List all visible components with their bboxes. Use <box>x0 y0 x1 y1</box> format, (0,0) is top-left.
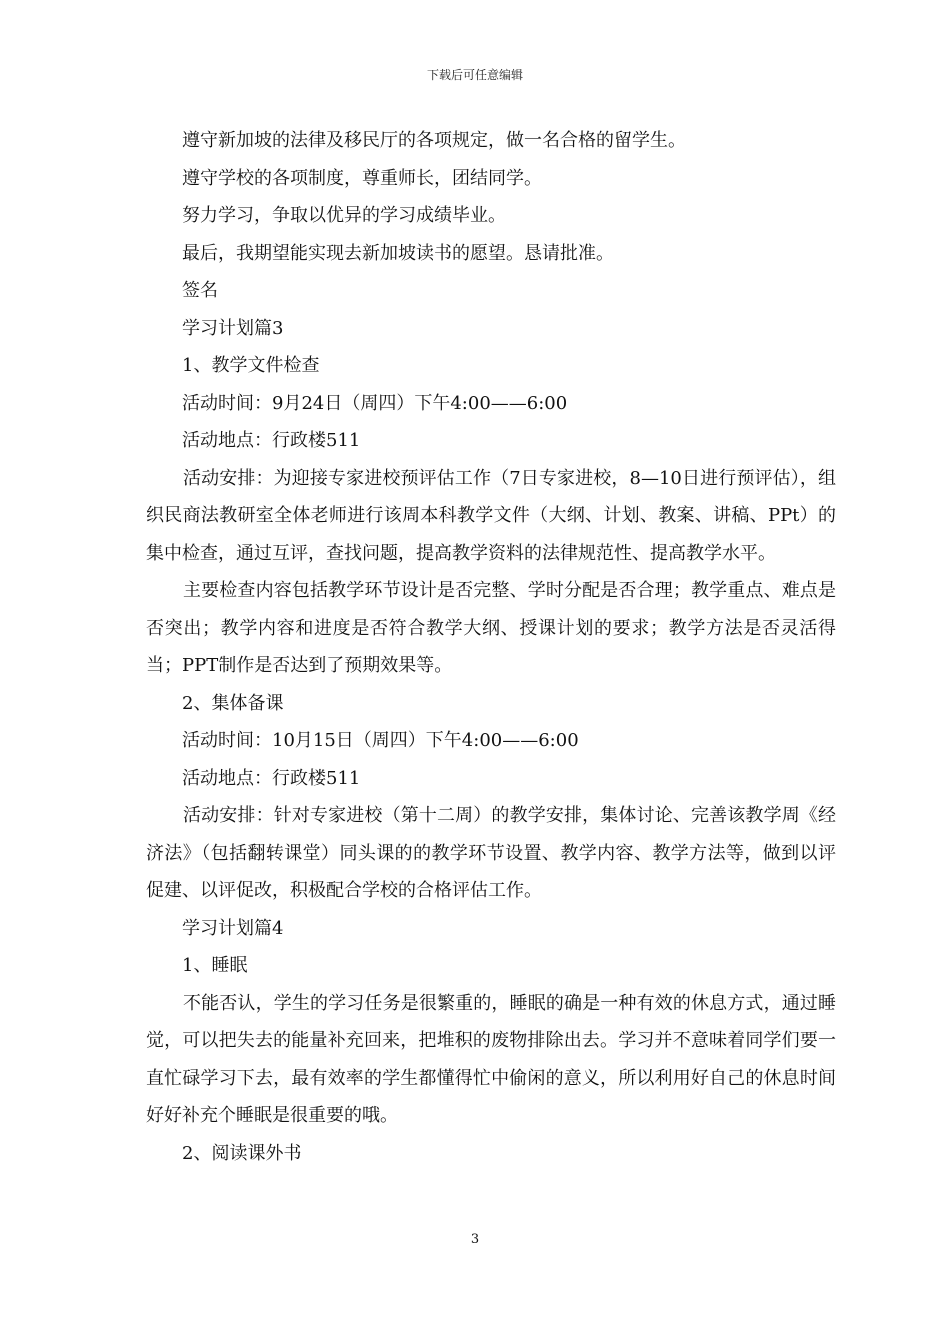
subheading: 2、阅读课外书 <box>182 1142 302 1164</box>
paragraph: 遵守学校的各项制度，尊重师长，团结同学。 <box>182 167 542 189</box>
document-body <box>146 122 836 1172</box>
paragraph: 签名 <box>182 280 218 301</box>
section-heading: 学习计划篇4 <box>182 917 284 939</box>
paragraph: 遵守新加坡的法律及移民厅的各项规定，做一名合格的留学生。 <box>182 130 686 151</box>
subheading: 1、教学文件检查 <box>182 355 320 376</box>
paragraph: 活动安排：为迎接专家进校预评估工作（7日专家进校，8—10日进行预评估），组织民商法教研室全体老师进行该周本科教学文件（大纲、计划、教案、讲稿、PPt）的集中检查，通过互评，查找问题，提高教学资料的法律规范性、提高教学水平。 <box>146 467 836 564</box>
paragraph: 活动时间：9月24日（周四）下午4:00——6:00 <box>182 392 568 414</box>
section-heading: 学习计划篇3 <box>182 317 284 339</box>
page-number: 3 <box>470 1232 480 1247</box>
paragraph: 活动地点：行政楼511 <box>182 767 361 789</box>
paragraph: 不能否认，学生的学习任务是很繁重的，睡眠的确是一种有效的休息方式，通过睡觉，可以把失去的能量补充回来，把堆积的废物排除出去。学习并不意味着同学们要一直忙碌学习下去，最有效率的学生都懂得忙中偷闲的意义，所以利用好自己的休息时间好好补充个睡眠是很重要的哦。 <box>146 992 836 1126</box>
paragraph: 活动安排：针对专家进校（第十二周）的教学安排，集体讨论、完善该教学周《经济法》（包括翻转课堂）同头课的的教学环节设置、教学内容、教学方法等，做到以评促建、以评促改，积极配合学校的合格评估工作。 <box>146 805 836 901</box>
paragraph: 活动地点：行政楼511 <box>182 430 361 451</box>
paragraph: 主要检查内容包括教学环节设计是否完整、学时分配是否合理；教学重点、难点是否突出；教学内容和进度是否符合教学大纲、授课计划的要求；教学方法是否灵活得当；PPT制作是否达到了预期效果等。 <box>146 580 836 676</box>
paragraph: 最后，我期望能实现去新加坡读书的愿望。恳请批准。 <box>182 242 614 264</box>
subheading: 1、睡眠 <box>182 955 248 976</box>
paragraph: 努力学习，争取以优异的学习成绩毕业。 <box>182 205 506 226</box>
subheading: 2、集体备课 <box>182 692 284 714</box>
page-header: 下载后可任意编辑 <box>426 68 523 82</box>
paragraph: 活动时间：10月15日（周四）下午4:00——6:00 <box>182 730 579 751</box>
